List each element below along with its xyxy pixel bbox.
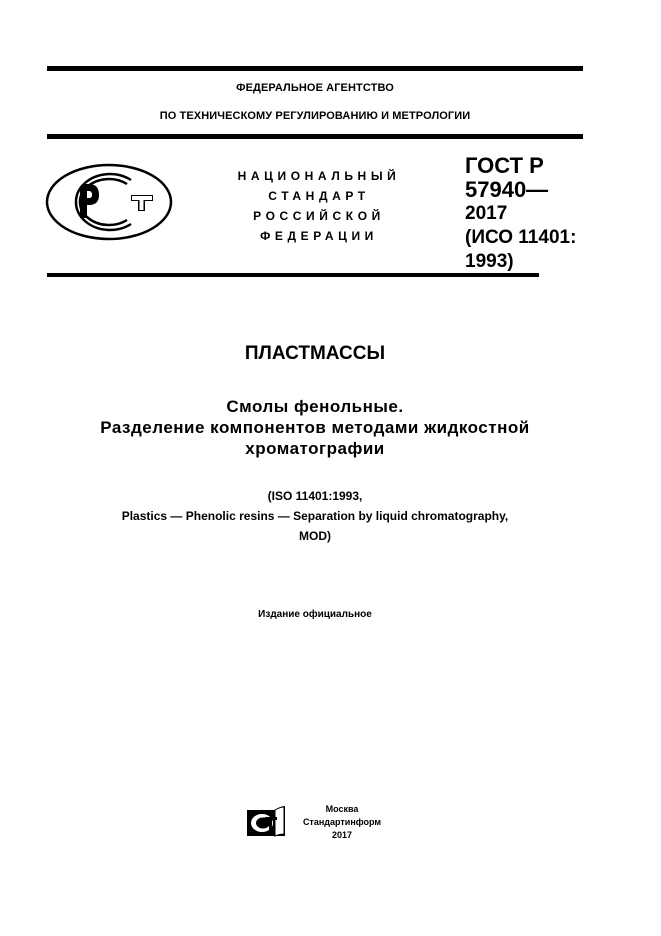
section-rule — [47, 273, 539, 277]
standard-designation — [465, 154, 576, 274]
designation-line: (ИСО 11401: — [465, 227, 577, 248]
iso-reference-line: Plastics — Phenolic resins — Separation by liquid chromatography, — [121, 509, 509, 523]
national-standard-line: РОССИЙСКОЙ — [253, 209, 385, 223]
publisher-year: 2017 — [331, 830, 353, 840]
publisher-info — [292, 803, 392, 842]
publisher-city: Москва — [325, 804, 359, 814]
subtitle-line: Смолы фенольные. — [226, 397, 404, 416]
national-standard-line: СТАНДАРТ — [268, 189, 370, 203]
edition-label: Издание официальное — [258, 609, 372, 620]
iso-reference-line: (ISO 11401:1993, — [267, 489, 363, 503]
rst-certification-mark-icon — [45, 162, 177, 242]
standartinform-logo-icon — [245, 804, 287, 838]
agency-line-1: ФЕДЕРАЛЬНОЕ АГЕНТСТВО — [236, 82, 394, 94]
publisher-name: Стандартинформ — [302, 817, 382, 827]
header-rule — [47, 134, 583, 139]
designation-line: 1993) — [465, 251, 514, 272]
iso-reference — [0, 486, 630, 546]
agency-line-2: ПО ТЕХНИЧЕСКОМУ РЕГУЛИРОВАНИЮ И МЕТРОЛОГИИ — [159, 110, 471, 122]
designation-line: 2017 — [465, 203, 508, 224]
subtitle-line: хроматографии — [245, 439, 385, 458]
designation-line: 57940— — [465, 177, 549, 202]
designation-line: ГОСТ Р — [465, 153, 544, 178]
national-standard-line: НАЦИОНАЛЬНЫЙ — [237, 169, 401, 183]
subtitle-line: Разделение компонентов методами жидкостной — [100, 418, 530, 437]
publisher-logo — [245, 804, 287, 838]
top-rule — [47, 66, 583, 71]
document-subtitle — [0, 396, 630, 459]
national-standard-line: ФЕДЕРАЦИИ — [260, 229, 378, 243]
iso-reference-line: MOD) — [299, 529, 331, 543]
national-standard-label — [228, 166, 410, 246]
rst-logo — [45, 162, 177, 242]
document-title: ПЛАСТМАССЫ — [244, 343, 386, 364]
